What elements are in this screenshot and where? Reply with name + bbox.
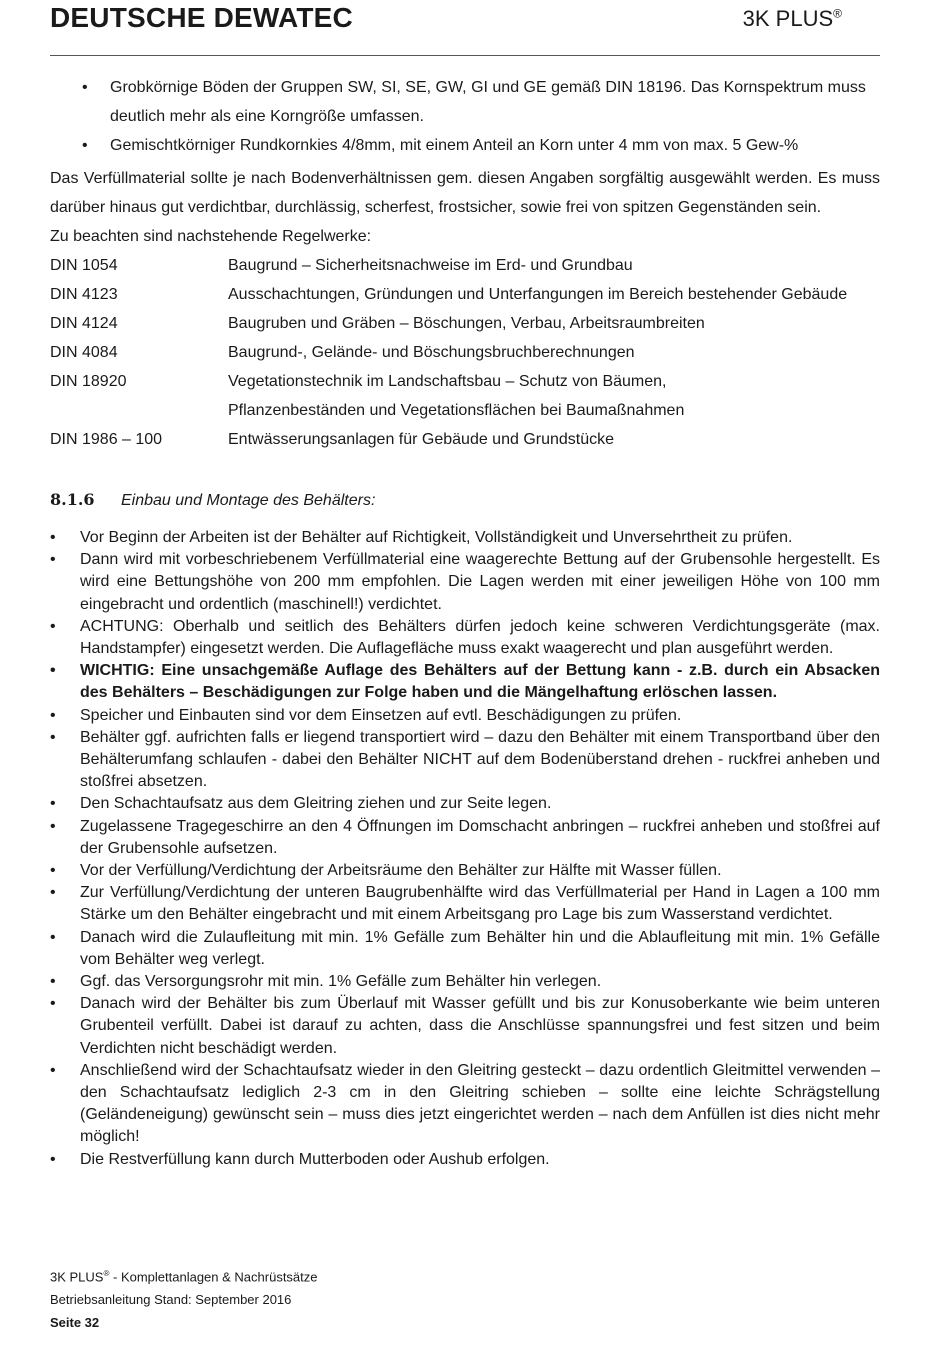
bullet-icon: • [50, 1061, 56, 1079]
standard-code: DIN 4123 [50, 286, 118, 303]
list-item: • Ggf. das Versorgungsrohr mit min. 1% Gefälle zum Behälter hin verlegen. [50, 971, 880, 993]
list-item: • Grobkörnige Böden der Gruppen SW, SI, SE, GW, GI und GE gemäß DIN 18196. Das Kornspektrum muss deutlich mehr als eine Korngröße umfassen. [50, 73, 880, 131]
intro-paragraph: Das Verfüllmaterial sollte je nach Bodenverhältnissen gem. diesen Angaben sorgfältig ausgewählt werden. Es muss darüber hinaus gut verdichtbar, durchlässig, scherfest, frostsicher, sowie frei von spitzen Gegenständen sein. [50, 170, 880, 216]
product-name: 3K PLUS® [742, 6, 842, 31]
table-row [50, 280, 880, 309]
standard-code: DIN 18920 [50, 373, 127, 390]
standard-description: Ausschachtungen, Gründungen und Unterfangungen im Bereich bestehender Gebäude [228, 286, 848, 303]
bullet-icon: • [50, 795, 56, 813]
standard-description: Baugrund-, Gelände- und Böschungsbruchberechnungen [228, 344, 635, 361]
standard-description: Baugruben und Gräben – Böschungen, Verbau, Arbeitsraumbreiten [228, 315, 705, 332]
standard-code: DIN 1986 – 100 [50, 431, 163, 448]
bullet-icon: • [50, 995, 56, 1013]
company-name: DEUTSCHE DEWATEC [50, 2, 353, 33]
list-item: • Dann wird mit vorbeschriebenem Verfüllmaterial eine waagerechte Bettung auf der Grubensohle hergestellt. Es wird eine Bettungshöhe von 200 mm empfohlen. Die Lagen werden mit einer jeweiligen Höhe von 100 mm eingebracht und ordentlich (maschinell!) verdichtet. [50, 551, 880, 613]
list-item: • Danach wird die Zulaufleitung mit min. 1% Gefälle zum Behälter hin und die Ablaufleitung mit min. 1% Gefälle vom Behälter weg verlegt. [50, 928, 880, 968]
bullet-icon: • [50, 1150, 56, 1168]
list-item: • Den Schachtaufsatz aus dem Gleitring ziehen und zur Seite legen. [50, 793, 880, 815]
table-row [50, 309, 880, 338]
table-row [50, 425, 880, 454]
bullet-icon: • [82, 137, 88, 154]
footer-edition: Betriebsanleitung Stand: September 2016 [50, 1292, 292, 1308]
list-item: • Zugelassene Tragegeschirre an den 4 Öffnungen im Domschacht anbringen – ruckfrei anheben und stoßfrei auf der Grubensohle aufsetzen. [50, 817, 880, 857]
bullet-icon: • [50, 884, 56, 902]
rules-intro: Zu beachten sind nachstehende Regelwerke: [50, 228, 372, 245]
registered-mark: ® [103, 1269, 110, 1278]
list-item: • ACHTUNG: Oberhalb und seitlich des Behälters dürfen jedoch keine schweren Verdichtungsgeräte (max. Handstampfer) eingesetzt werden. Die Auflagefläche muss exakt waagerecht und plan ausgeführt werden. [50, 617, 880, 658]
list-item: • Anschließend wird der Schachtaufsatz wieder in den Gleitring gesteckt – dazu ordentlich Gleitmittel verwenden – den Schachtaufsatz lediglich 2-3 cm in den Gleitring schieben – sollte eine leichte Schrägstellung (Geländeneigung) gewünscht sein – muss dies jetzt eingerichtet werden – nach dem Anfüllen ist dies nicht mehr möglich! [50, 1061, 880, 1146]
list-item: • WICHTIG: Eine unsachgemäße Auflage des Behälters auf der Bettung kann - z.B. durch ein Absacken des Behälters – Beschädigungen zur Folge haben und die Mängelhaftung erlöschen lassen. [50, 662, 880, 702]
standard-description: Entwässerungsanlagen für Gebäude und Grundstücke [228, 431, 615, 448]
list-item: • Speicher und Einbauten sind vor dem Einsetzen auf evtl. Beschädigungen zu prüfen. [50, 705, 880, 727]
list-item: • Vor der Verfüllung/Verdichtung der Arbeitsräume den Behälter zur Hälfte mit Wasser füllen. [50, 860, 880, 882]
list-item: • Die Restverfüllung kann durch Mutterboden oder Aushub erfolgen. [50, 1149, 880, 1171]
bullet-icon: • [82, 79, 88, 96]
standard-code: DIN 4124 [50, 315, 118, 332]
page-header [50, 0, 880, 56]
registered-mark: ® [833, 6, 842, 21]
table-row [50, 338, 880, 367]
list-item: • Danach wird der Behälter bis zum Überlauf mit Wasser gefüllt und bis zur Konusoberkante wie beim unteren Grubenteil verfüllt. Dabei ist darauf zu achten, dass die Anschlüsse spannungsfrei und fest sitzen und beim Verdichten nicht beschädigt werden. [50, 995, 880, 1057]
section-number: 8.1.6 [50, 490, 95, 509]
footer-product-line: 3K PLUS® - Komplettanlagen & Nachrüstsätze [50, 1269, 318, 1285]
table-row [50, 251, 880, 280]
standard-description: Vegetationstechnik im Landschaftsbau – Schutz von Bäumen, Pflanzenbeständen und Vegetationsflächen bei Baumaßnahmen [228, 373, 685, 419]
installation-steps [50, 527, 880, 1171]
bullet-icon: • [50, 862, 56, 880]
list-item: • Vor Beginn der Arbeiten ist der Behälter auf Richtigkeit, Vollständigkeit und Unversehrtheit zu prüfen. [50, 527, 880, 549]
list-item: • Zur Verfüllung/Verdichtung der unteren Baugrubenhälfte wird das Verfüllmaterial per Hand in Lagen a 100 mm Stärke um den Behälter eingebracht und mit einem Arbeitsgang pro Lage bis zum Wasserstand verdichtet. [50, 884, 880, 924]
table-row [50, 367, 880, 425]
bullet-icon: • [50, 973, 56, 991]
section-heading [50, 485, 880, 515]
bullet-icon: • [50, 817, 56, 835]
list-item: • Behälter ggf. aufrichten falls er liegend transportiert wird – dazu den Behälter mit einem Transportband über den Behälterumfang schlaufen - dabei den Behälter NICHT auf dem Bodenüberstand drehen - ruckfrei anheben und stoßfrei absetzen. [50, 728, 880, 791]
standard-code: DIN 1054 [50, 257, 118, 274]
section-title: Einbau und Montage des Behälters: [121, 492, 376, 509]
document-body [50, 73, 880, 1171]
bullet-icon: • [50, 529, 56, 546]
standards-table [50, 251, 880, 454]
bullet-icon: • [50, 617, 56, 635]
page-footer [50, 1262, 318, 1334]
list-item: • Gemischtkörniger Rundkornkies 4/8mm, mit einem Anteil an Korn unter 4 mm von max. 5 Gew-% [50, 131, 880, 160]
bullet-icon: • [50, 728, 56, 746]
bullet-icon: • [50, 928, 56, 946]
standard-description: Baugrund – Sicherheitsnachweise im Erd- und Grundbau [228, 257, 633, 274]
standard-code: DIN 4084 [50, 344, 118, 361]
bullet-icon: • [50, 551, 56, 569]
material-list [50, 73, 880, 160]
page-number: Seite 32 [50, 1315, 100, 1331]
bullet-icon: • [50, 706, 56, 724]
bullet-icon: • [50, 662, 56, 680]
